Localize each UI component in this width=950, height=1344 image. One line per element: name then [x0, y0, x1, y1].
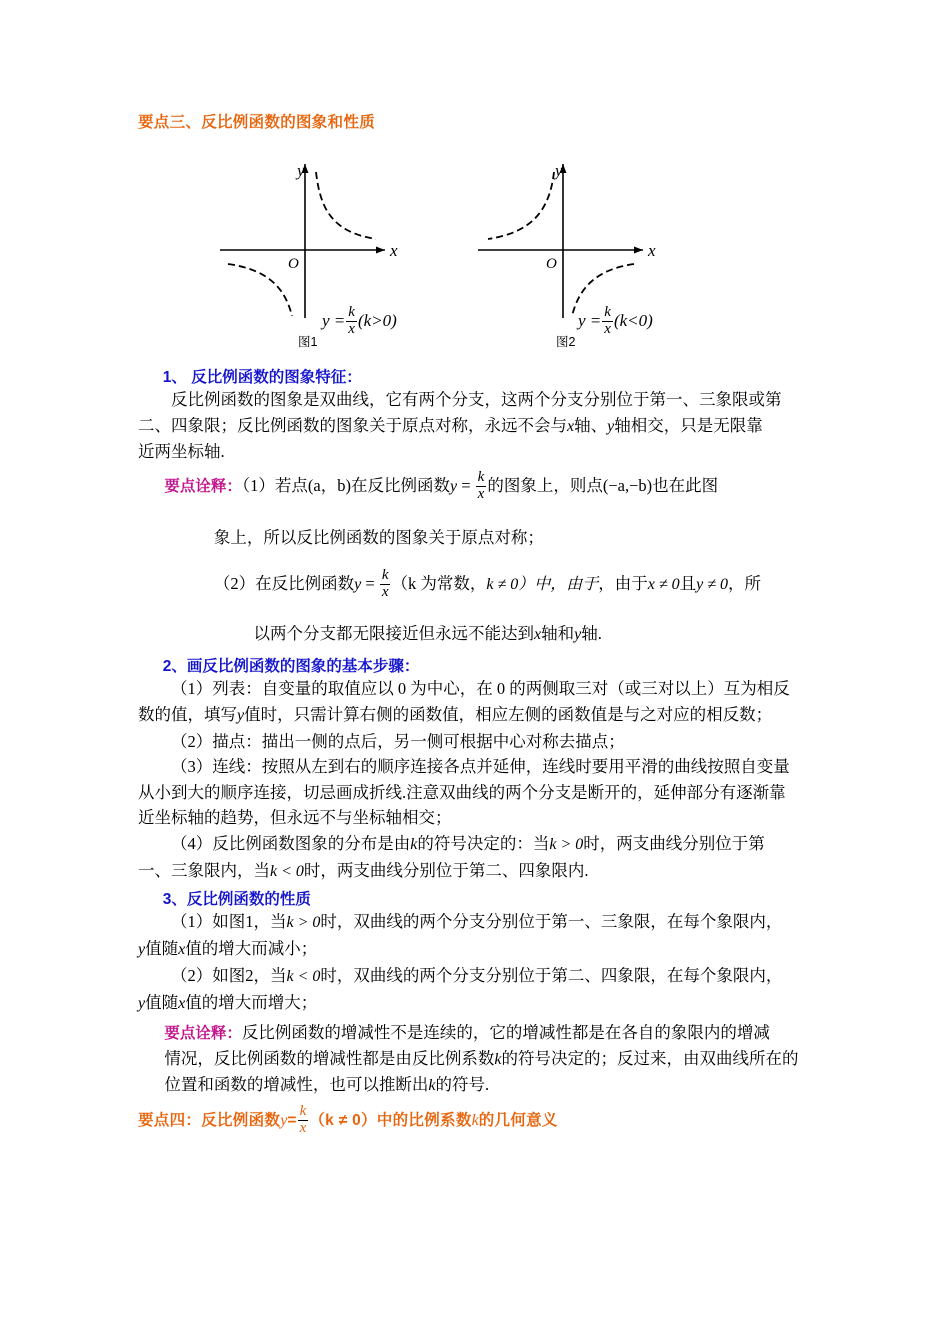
document-content [138, 110, 828, 1138]
label-note-1: 要点诠释： [164, 477, 242, 495]
math-x-3: x [178, 941, 186, 959]
figure-1-y-axis-label: y [297, 161, 305, 180]
text-frag: （1）若点(a，b)在反比例函数 [241, 475, 450, 495]
text-frag: （2）在反比例函数 [213, 574, 355, 594]
math-k-3: k [428, 1077, 436, 1095]
paragraph-note2-line2 [138, 1046, 828, 1073]
figure-group [138, 146, 828, 361]
formula-key4: $\frac{k}{x}$ [299, 1103, 307, 1137]
text-frag: （k 为常数， [391, 574, 487, 594]
math-y-6: y [280, 1112, 288, 1130]
paragraph-item3-line2 [138, 936, 828, 963]
math-k-gt-0: k > 0 [549, 835, 584, 853]
figure-2-caption: 图2 [556, 335, 576, 349]
paragraph-item2-line4: （3）连线：按照从左到右的顺序连接各点并延伸，连线时要用平滑的曲线按照自变量 [171, 757, 790, 777]
text-frag: 值随 [145, 992, 179, 1012]
paragraph-item2-line7 [138, 831, 828, 858]
paragraph-item2-line3: （2）描点：描出一侧的点后，另一侧可根据中心对称去描点； [171, 731, 625, 751]
math-k-1: k [410, 835, 418, 853]
figure-2-formula: y = $\frac{k}{x}$ (k<0) [578, 304, 653, 337]
text-frag: 以两个分支都无限接近但永远不能达到 [253, 624, 534, 644]
text-frag: 二、四象限；反比例函数的图象关于原点对称，永远不会与 [138, 415, 567, 435]
paragraph-note1-line1 [138, 468, 828, 504]
paragraph-item2-line2 [138, 702, 828, 729]
text-frag: 值时，只需计算右侧的函数值，相应左侧的函数值是与之对应的相反数； [244, 704, 773, 724]
paragraph-item2-line8 [138, 858, 828, 885]
paragraph-item1-line3: 近两坐标轴. [138, 442, 225, 462]
figure-1-x-axis-label: x [390, 241, 398, 260]
figure-1-caption: 图1 [298, 335, 318, 349]
text-frag: 时，两支曲线分别位于第 [583, 833, 765, 853]
math-y-ne-0: y ≠ 0 [696, 576, 729, 594]
paragraph-note2-line3 [138, 1072, 828, 1099]
heading-key-point-3: 要点三、反比例函数的图象和性质 [138, 114, 376, 131]
heading-item-3: 3、反比例函数的性质 [162, 891, 311, 909]
text-frag: ，由于 [598, 574, 648, 594]
text-frag: （1）如图1，当 [171, 912, 287, 932]
text-frag: 数的值，填写 [138, 704, 237, 724]
math-k-lt-0: k < 0 [270, 862, 304, 880]
text-frag: = [287, 1112, 297, 1130]
text-frag: （4）反比例函数图象的分布是由 [171, 833, 411, 853]
text-frag: 情况，反比例函数的增减性都是由反比例系数 [164, 1048, 495, 1068]
heading-item-2: 2、画反比例函数的图象的基本步骤： [162, 658, 420, 676]
math-k-gt-0-2: k > 0 [286, 914, 321, 932]
text-frag: 时，双曲线的两个分支分别位于第一、三象限，在每个象限内， [320, 912, 783, 932]
math-k-lt-0-2: k < 0 [286, 968, 321, 986]
heading-item-1: 1、 反比例函数的图象特征： [162, 369, 362, 386]
figure-1 [180, 146, 470, 361]
paragraph-item3-line1 [138, 909, 828, 936]
text-frag: 值的增大而增大； [185, 992, 318, 1012]
math-x: x [567, 417, 575, 435]
heading-key-point-4 [138, 1105, 828, 1138]
figure-2-y-axis-label: y [555, 161, 563, 180]
figure-2 [458, 146, 748, 361]
text-frag: 轴、 [574, 415, 608, 435]
figure-1-formula: y = $\frac{k}{x}$ (k>0) [322, 304, 397, 337]
text-frag: 位置和函数的增减性，也可以推断出 [164, 1075, 429, 1095]
text-frag: 且 [679, 574, 697, 594]
paragraph-item3-line4 [138, 990, 828, 1017]
math-y-4: y [138, 941, 146, 959]
paragraph-item1-line2 [138, 413, 828, 440]
math-k-ne-0: k ≠ 0）中，由于 [486, 576, 599, 594]
text-frag: 轴. [581, 624, 602, 644]
text-frag: 轴相交，只是无限靠 [614, 415, 763, 435]
math-x-ne-0: x ≠ 0 [647, 576, 680, 594]
math-x-4: x [178, 994, 186, 1012]
paragraph-note1-line3 [138, 566, 828, 602]
figure-1-origin-label: O [288, 256, 299, 272]
text-frag: 要点四：反比例函数 [138, 1112, 281, 1130]
text-frag: ，所 [728, 574, 762, 594]
paragraph-item1-line1: 反比例函数的图象是双曲线，它有两个分支，这两个分支分别位于第一、三象限或第 [171, 390, 782, 409]
math-y: y [607, 417, 615, 435]
paragraph-note1-line4 [138, 621, 828, 648]
math-k-2: k [494, 1050, 502, 1068]
math-y-5: y [138, 994, 146, 1012]
math-y-3: y [237, 706, 245, 724]
label-note-2: 要点诠释： [164, 1024, 242, 1042]
math-x-2: x [534, 626, 542, 644]
text-frag: 一、三象限内，当 [138, 860, 270, 880]
figure-2-origin-label: O [546, 256, 557, 272]
paragraph-item2-line5: 从小到大的顺序连接，切忌画成折线.注意双曲线的两个分支是断开的，延伸部分有逐渐靠 [138, 782, 786, 802]
formula-inline-2: y = $\frac{k}{x}$ [354, 566, 389, 600]
text-frag: （k ≠ 0） [309, 1112, 377, 1130]
text-frag: 值的增大而减小； [185, 939, 318, 959]
text-frag: 的图象上，则点(−a,−b)也在此图 [487, 475, 719, 495]
math-y-2: y [574, 626, 582, 644]
text-frag: 时，双曲线的两个分支分别位于第二、四象限，在每个象限内， [320, 966, 783, 986]
paragraph-item2-line6: 近坐标轴的趋势，但永远不与坐标轴相交； [138, 808, 452, 828]
text-frag: 轴和 [541, 624, 575, 644]
paragraph-item2-line1: （1）列表：自变量的取值应以 0 为中心，在 0 的两侧取三对（或三对以上）互为相反 [171, 679, 790, 699]
text-frag: 中的比例系数 [376, 1112, 472, 1130]
math-k-4: k [471, 1112, 479, 1130]
paragraph-note1-line2: 象上，所以反比例函数的图象关于原点对称； [213, 528, 544, 548]
formula-inline-1: y = $\frac{k}{x}$ [449, 468, 485, 502]
text-frag: （2）如图2，当 [171, 966, 287, 986]
text-frag: 值随 [145, 939, 179, 959]
text-frag: 的符号决定的；反过来，由双曲线所在的 [501, 1048, 799, 1068]
paragraph-note2-line1 [138, 1020, 828, 1046]
text-frag: 反比例函数的增减性不是连续的，它的增减性都是在各自的象限内的增减 [241, 1022, 770, 1042]
figure-2-x-axis-label: x [648, 241, 656, 260]
text-frag: 的符号. [435, 1075, 490, 1095]
text-frag: 的符号决定的：当 [417, 833, 550, 853]
text-frag: 时，两支曲线分别位于第二、四象限内. [303, 860, 589, 880]
paragraph-item3-line3 [138, 963, 828, 990]
text-frag: 的几何意义 [478, 1112, 558, 1130]
